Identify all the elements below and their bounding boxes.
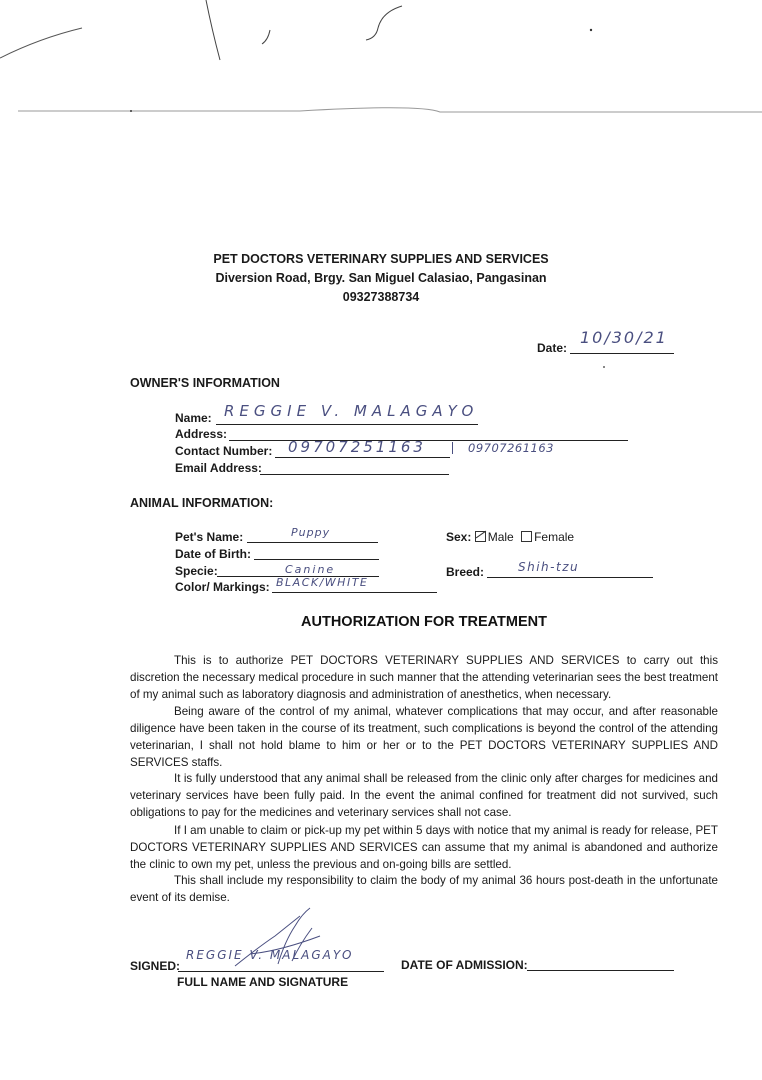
paragraph-text: This is to authorize PET DOCTORS VETERINARY SUPPLIES AND SERVICES to carry out this discretion the necessary medical procedure in such manner that the attending veterinarian sees the best treatment of my animal such as laboratory diagnosis and administration of anesthetics, when necessary. xyxy=(130,654,718,701)
dob-label: Date of Birth: xyxy=(175,547,251,561)
date-value: 10/30/21 xyxy=(580,328,668,347)
signature-caption: FULL NAME AND SIGNATURE xyxy=(177,975,349,989)
breed-line xyxy=(487,577,653,578)
owner-name-line xyxy=(216,424,478,425)
color-label: Color/ Markings: xyxy=(175,580,270,594)
authorization-paragraph-1 xyxy=(130,652,718,703)
owner-email-line xyxy=(260,474,449,475)
authorization-paragraph-4 xyxy=(130,822,718,873)
color-value: BLACK/WHITE xyxy=(276,576,369,589)
pet-name-line xyxy=(247,542,378,543)
owner-heading: OWNER'S INFORMATION xyxy=(130,376,280,390)
specie-label: Specie: xyxy=(175,564,218,578)
male-checkbox[interactable] xyxy=(475,531,486,542)
owner-email-label: Email Address: xyxy=(175,461,262,475)
clinic-phone: 09327388734 xyxy=(342,290,420,304)
owner-contact-value: 09707251163 xyxy=(288,438,426,456)
signed-label: SIGNED: xyxy=(130,959,181,973)
specie-value: Canine xyxy=(285,563,336,576)
paragraph-text: Being aware of the control of my animal, whatever complications that may occur, and after reasonable diligence have been taken in the course of its treatment, such complications is beyond the control of the attending veterinarian, I shall not hold blame to him or her or to the PET DOCTORS VETERINARY SUPPLIES AND SERVICES staffs. xyxy=(130,705,718,769)
owner-name-value: REGGIE V. MALAGAYO xyxy=(224,402,479,420)
breed-value: Shih-tzu xyxy=(518,560,580,574)
date-label: Date: xyxy=(537,341,568,355)
sex-field xyxy=(446,530,574,544)
breed-label: Breed: xyxy=(446,565,485,579)
dob-line xyxy=(254,559,379,560)
admission-line xyxy=(527,970,674,971)
authorization-paragraph-2 xyxy=(130,703,718,771)
owner-address-label: Address: xyxy=(175,427,228,441)
pet-name-value: Puppy xyxy=(291,526,331,539)
pet-name-label: Pet's Name: xyxy=(175,530,244,544)
male-option-label: Male xyxy=(487,530,514,544)
owner-name-label: Name: xyxy=(175,411,212,425)
authorization-paragraph-5 xyxy=(130,872,718,906)
date-line xyxy=(570,353,674,354)
scan-marks xyxy=(0,0,762,130)
clinic-address: Diversion Road, Brgy. San Miguel Calasiao, Pangasinan xyxy=(215,271,547,285)
admission-label: DATE OF ADMISSION: xyxy=(401,958,528,972)
owner-contact-label: Contact Number: xyxy=(175,444,273,458)
paragraph-text: If I am unable to claim or pick-up my pet within 5 days with notice that my animal is ready for release, PET DOCTORS VETERINARY SUPPLIES AND SERVICES can assume that my animal is abandoned and authorize the clinic to own my pet, unless the previous and on-going bills are settled. xyxy=(130,824,718,871)
owner-contact-line xyxy=(275,457,450,458)
female-option-label: Female xyxy=(534,530,575,544)
authorization-title: AUTHORIZATION FOR TREATMENT xyxy=(301,614,547,630)
color-line xyxy=(272,592,437,593)
sex-label: Sex: xyxy=(446,530,472,544)
signed-name-value: REGGIE V. MALAGAYO xyxy=(186,948,354,962)
owner-contact-value-2: 09707261163 xyxy=(468,441,554,455)
paragraph-text: It is fully understood that any animal shall be released from the clinic only after charges for medicines and veterinary services have been fully paid. In the event the animal confined for treatment did not survived, such obligations to pay for the medicines and veterinary services shall not case. xyxy=(130,772,718,819)
signature-scribble xyxy=(230,906,340,974)
animal-heading: ANIMAL INFORMATION: xyxy=(130,496,274,510)
paragraph-text: This shall include my responsibility to claim the body of my animal 36 hours post-death in the unfortunate event of its demise. xyxy=(130,874,718,904)
ink-dot xyxy=(603,366,605,368)
contact-separator xyxy=(452,442,453,454)
female-checkbox[interactable] xyxy=(521,531,532,542)
clinic-name: PET DOCTORS VETERINARY SUPPLIES AND SERVICES xyxy=(213,252,549,266)
authorization-paragraph-3 xyxy=(130,770,718,821)
